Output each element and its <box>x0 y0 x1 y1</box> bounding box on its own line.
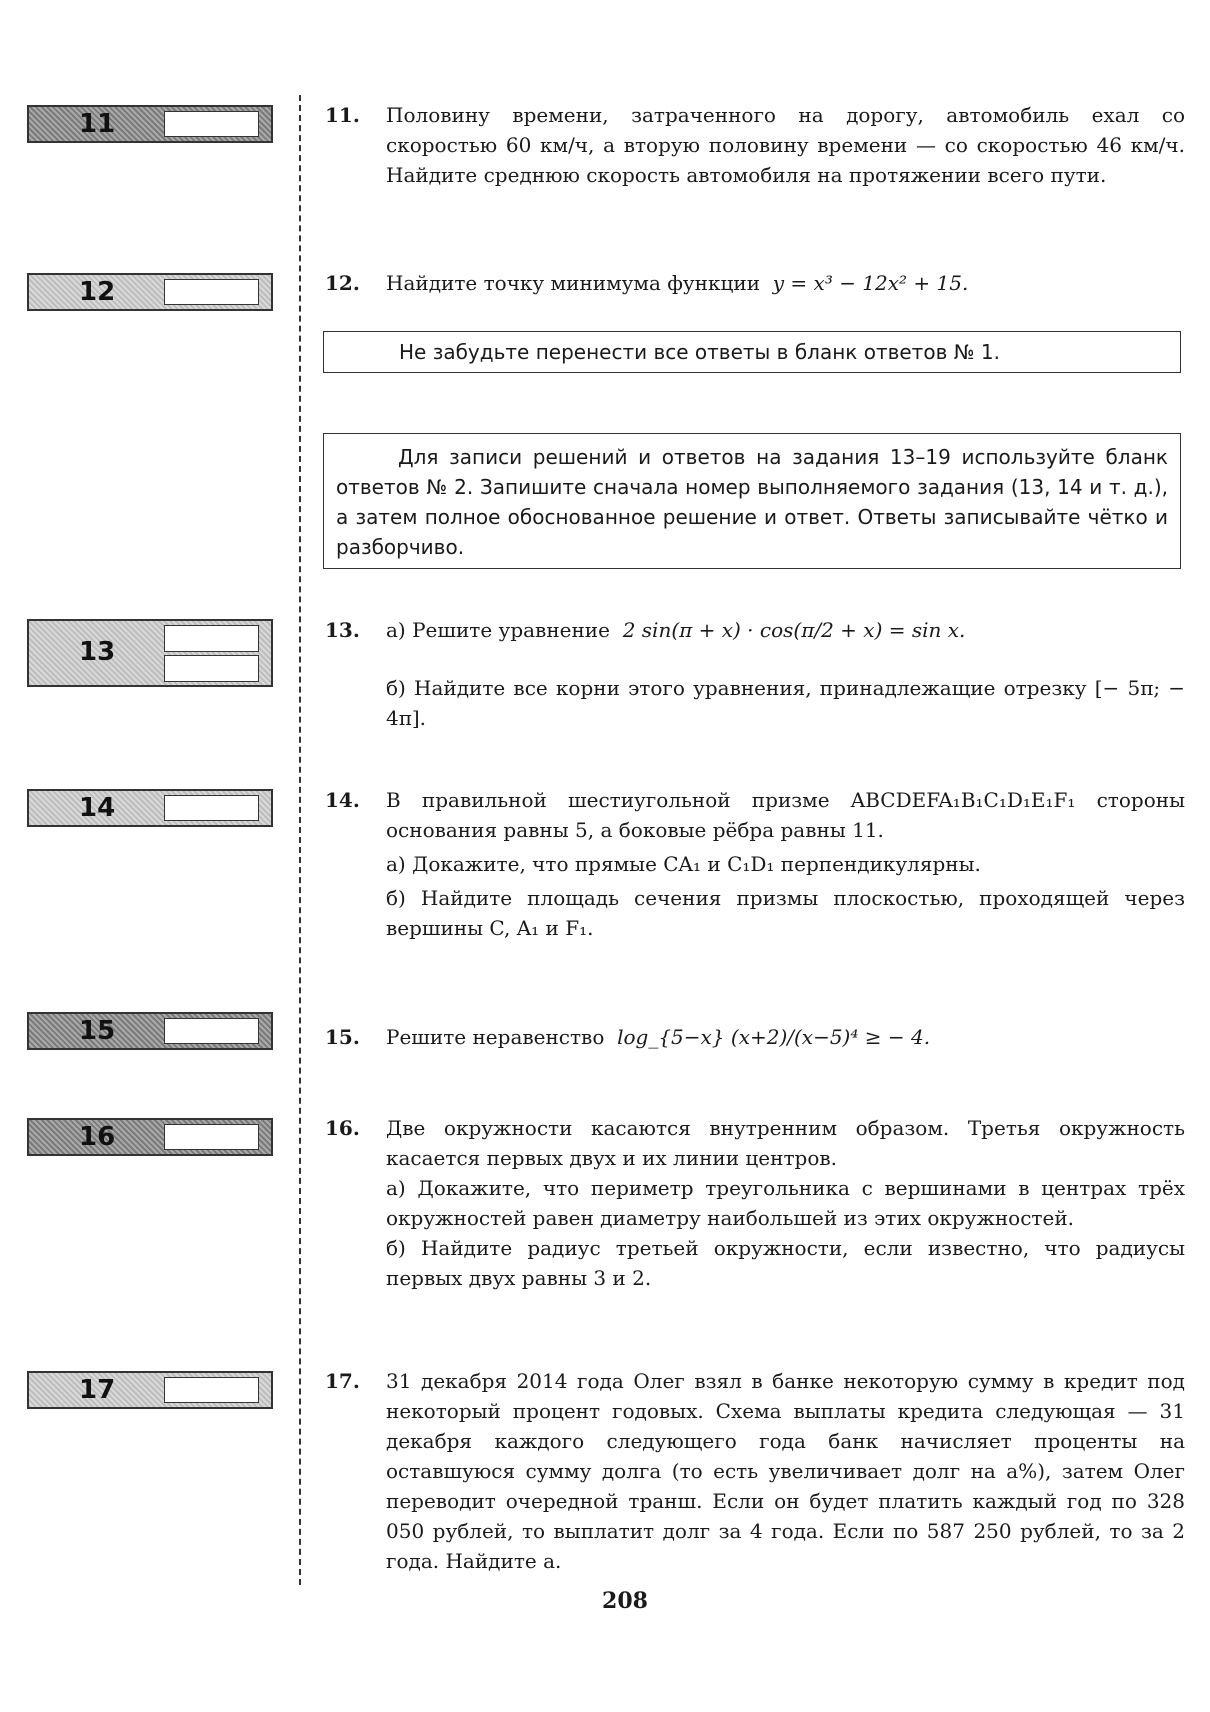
answer-field-b[interactable] <box>164 655 259 682</box>
question-11 <box>325 100 1185 190</box>
notice-transfer-answers: Не забудьте перенести все ответы в бланк ответов № 1. <box>323 331 1181 373</box>
question-number: 12. <box>325 271 360 295</box>
question-number: 15. <box>325 1025 360 1049</box>
answer-box-17 <box>27 1371 273 1409</box>
question-number: 11. <box>325 103 360 127</box>
formula: 2 sin(π + x) · cos(π/2 + x) = sin x. <box>622 618 966 642</box>
answer-box-number: 15 <box>79 1016 116 1046</box>
answer-field[interactable] <box>164 795 259 821</box>
part-b-text: б) Найдите радиус третьей окружности, если известно, что радиусы первых двух равны 3 и 2. <box>386 1236 1185 1290</box>
question-14 <box>325 785 1185 947</box>
question-number: 13. <box>325 618 360 642</box>
answer-field[interactable] <box>164 1377 259 1403</box>
question-text: Решите неравенство <box>386 1025 605 1049</box>
question-number: 17. <box>325 1369 360 1393</box>
formula: log_{5−x} (x+2)/(x−5)⁴ ≥ − 4. <box>617 1025 931 1049</box>
question-13 <box>325 615 1185 737</box>
answer-box-14 <box>27 789 273 827</box>
answer-box-15 <box>27 1012 273 1050</box>
answer-box-number: 12 <box>79 277 116 307</box>
page-number: 208 <box>602 1588 648 1614</box>
answer-field[interactable] <box>164 111 259 137</box>
answer-field[interactable] <box>164 1124 259 1150</box>
answer-box-11 <box>27 105 273 143</box>
cut-line-divider <box>299 95 301 1585</box>
question-intro: В правильной шестиугольной призме ABCDEFA₁B₁C₁D₁E₁F₁ стороны основания равны 5, а боковые рёбра равны 11. <box>386 788 1185 842</box>
answer-box-16 <box>27 1118 273 1156</box>
answer-field[interactable] <box>164 279 259 305</box>
question-15 <box>325 1022 1185 1052</box>
question-text: Найдите точку минимума функции <box>386 271 761 295</box>
answer-field-a[interactable] <box>164 625 259 652</box>
question-number: 16. <box>325 1116 360 1140</box>
question-intro: Две окружности касаются внутренним образом. Третья окружность касается первых двух и их линии центров. <box>386 1116 1185 1170</box>
question-12 <box>325 268 1185 298</box>
answer-box-number: 14 <box>79 793 116 823</box>
part-a-text: а) Решите уравнение <box>386 618 610 642</box>
answer-box-number: 11 <box>79 109 116 139</box>
interval: [− 5π; − 4π]. <box>386 676 1186 730</box>
part-a-text: а) Докажите, что периметр треугольника с вершинами в центрах трёх окружностей равен диаметру наибольшей из этих окружностей. <box>386 1176 1185 1230</box>
answer-field[interactable] <box>164 1018 259 1044</box>
question-text: Половину времени, затраченного на дорогу, автомобиль ехал со скоростью 60 км/ч, а вторую половину времени — со скоростью 46 км/ч. Найдите среднюю скорость автомобиля на протяжении всего пути. <box>386 103 1185 187</box>
part-a-text: а) Докажите, что прямые CA₁ и C₁D₁ перпендикулярны. <box>386 852 981 876</box>
question-text: 31 декабря 2014 года Олег взял в банке некоторую сумму в кредит под некоторый процент годовых. Схема выплаты кредита следующая — 31 декабря каждого следующего года банк начисляет проценты на оставшуюся сумму долга (то есть увеличивает долг на a%), затем Олег переводит очередной транш. Если он будет платить каждый год по 328 050 рублей, то выплатит долг за 4 года. Если по 587 250 рублей, то за 2 года. Найдите a. <box>386 1369 1185 1573</box>
answer-box-number: 16 <box>79 1122 116 1152</box>
answer-box-12 <box>27 273 273 311</box>
question-16 <box>325 1113 1185 1293</box>
question-number: 14. <box>325 788 360 812</box>
answer-box-13 <box>27 619 273 687</box>
part-b-text: б) Найдите площадь сечения призмы плоскостью, проходящей через вершины C, A₁ и F₁. <box>386 886 1185 940</box>
formula: y = x³ − 12x² + 15. <box>772 271 969 295</box>
question-17 <box>325 1366 1185 1576</box>
answer-box-number: 13 <box>79 637 116 667</box>
answer-box-number: 17 <box>79 1375 116 1405</box>
notice-instructions: Для записи решений и ответов на задания 13–19 используйте бланк ответов № 2. Запишите сначала номер выполняемого задания (13, 14 и т. д.), а затем полное обоснованное решение и ответ. Ответы записывайте чётко и разборчиво. <box>323 433 1181 569</box>
part-b-text: б) Найдите все корни этого уравнения, принадлежащие отрезку [− 5π; − 4π]. <box>386 676 1186 730</box>
